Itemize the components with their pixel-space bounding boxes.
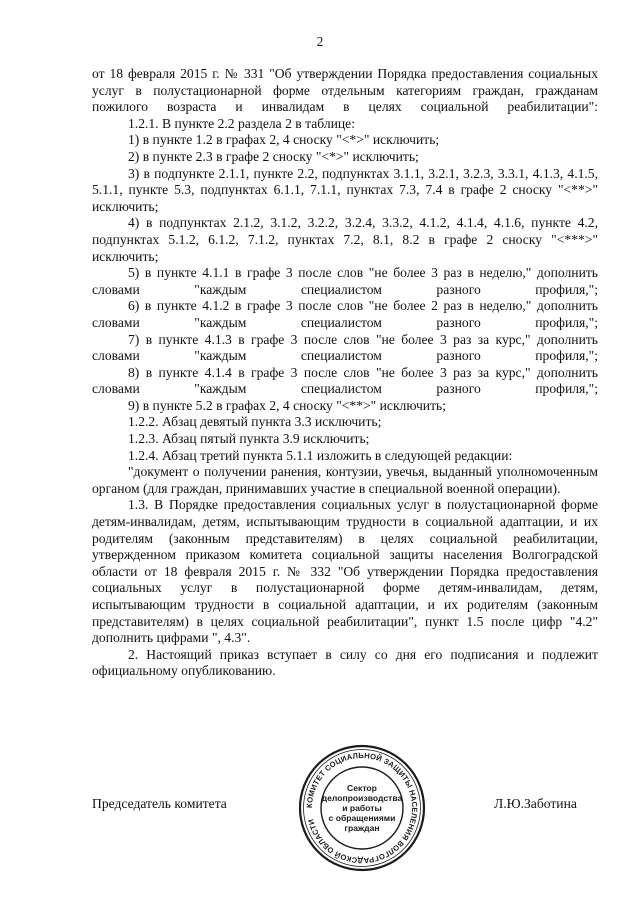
list-item-3: 3) в подпункте 2.1.1, пункте 2.2, подпунктах 3.1.1, 3.2.1, 3.2.3, 3.3.1, 4.1.3, 4.1.5, 5.1.1, пункте 5.3, подпунктах 6.1.1, 7.1.1, пунктах 7.3, 7.4 в графе 2 сноску "<**>" исключить; xyxy=(92,165,598,214)
svg-text:граждан: граждан xyxy=(344,823,380,833)
list-item-2: 2) в пункте 2.3 в графе 2 сноску "<*>" исключить; xyxy=(128,148,419,164)
document-body xyxy=(92,66,598,680)
paragraph-1-3: 1.3. В Порядке предоставления социальных услуг в полустационарной форме детям-инвалидам, детям, испытывающим трудности в социальной адаптации, и их родителям (законным представителям) в целях социальной реабилитации, утвержденном приказом комитета социальной защиты населения Волгоградской области от 18 февраля 2015 г. № 332 "Об утверждении Порядка предоставления социальных услуг в полустационарной форме детям-инвалидам, детям, испытывающим трудности в социальной адаптации, и их родителям (законным представителям) в целях социальной реабилитации", пункт 1.5 после цифр "4.2" дополнить цифрами ", 4.3". xyxy=(92,497,598,646)
list-item-4: 4) в подпунктах 2.1.2, 3.1.2, 3.2.2, 3.2.4, 3.3.2, 4.1.2, 4.1.4, 4.1.6, пункте 4.2, подпунктах 5.1.2, 6.1.2, 7.1.2, пунктах 7.2, 8.1, 8.2 в графе 2 сноску "<***>" исключить; xyxy=(92,215,598,264)
list-item-6: 6) в пункте 4.1.2 в графе 3 после слов "не более 2 раз в неделю," дополнить словами "каждым специалистом разного профиля,"; xyxy=(92,298,598,330)
svg-text:и работы: и работы xyxy=(342,803,382,813)
official-seal-stamp xyxy=(296,742,428,874)
list-item-9: 9) в пункте 5.2 в графах 2, 4 сноску "<**>" исключить; xyxy=(128,397,446,413)
list-item-1: 1) в пункте 1.2 в графах 2, 4 сноску "<*>" исключить; xyxy=(128,132,440,148)
svg-text:КОМИТЕТ СОЦИАЛЬНОЙ ЗАЩИТЫ НАСЕ: КОМИТЕТ СОЦИАЛЬНОЙ ЗАЩИТЫ НАСЕЛЕНИЯ ВОЛГОГРАДСКОЙ ОБЛАСТИ xyxy=(304,750,420,866)
list-item-7: 7) в пункте 4.1.3 в графе 3 после слов "не более 3 раз за курс," дополнить словами "каждым специалистом разного профиля,"; xyxy=(92,331,598,364)
paragraph-1-2-4: 1.2.4. Абзац третий пункта 5.1.1 изложить в следующей редакции: xyxy=(128,447,513,463)
svg-text:с обращениями: с обращениями xyxy=(328,813,396,823)
paragraph-2: 2. Настоящий приказ вступает в силу со дня его подписания и подлежит официальному опубликованию. xyxy=(92,646,598,679)
paragraph-order-331: от 18 февраля 2015 г. № 331 "Об утверждении Порядка предоставления социальных услуг в полустационарной форме отдельным категориям граждан, гражданам пожилого возраста и инвалидам в целях социальной реабилитации": xyxy=(92,66,598,115)
signature-position: Председатель комитета xyxy=(92,796,227,811)
paragraph-1-2-2: 1.2.2. Абзац девятый пункта 3.3 исключить; xyxy=(128,414,382,430)
svg-text:делопроизводства: делопроизводства xyxy=(321,793,403,803)
svg-text:Сектор: Сектор xyxy=(347,783,377,793)
list-item-8: 8) в пункте 4.1.4 в графе 3 после слов "не более 3 раз за курс," дополнить словами "каждым специалистом разного профиля,"; xyxy=(92,364,598,397)
list-item-5: 5) в пункте 4.1.1 в графе 3 после слов "не более 3 раз в неделю," дополнить словами "каждым специалистом разного профиля,"; xyxy=(92,265,598,297)
paragraph-1-2-1: 1.2.1. В пункте 2.2 раздела 2 в таблице: xyxy=(128,115,355,131)
signature-name: Л.Ю.Заботина xyxy=(494,796,577,811)
page-number: 2 xyxy=(316,34,324,49)
quoted-document-text: "документ о получении ранения, контузии, увечья, выданный уполномоченным органом (для граждан, принимавших участие в специальной военной операции). xyxy=(92,464,598,496)
paragraph-1-2-3: 1.2.3. Абзац пятый пункта 3.9 исключить; xyxy=(128,431,370,447)
